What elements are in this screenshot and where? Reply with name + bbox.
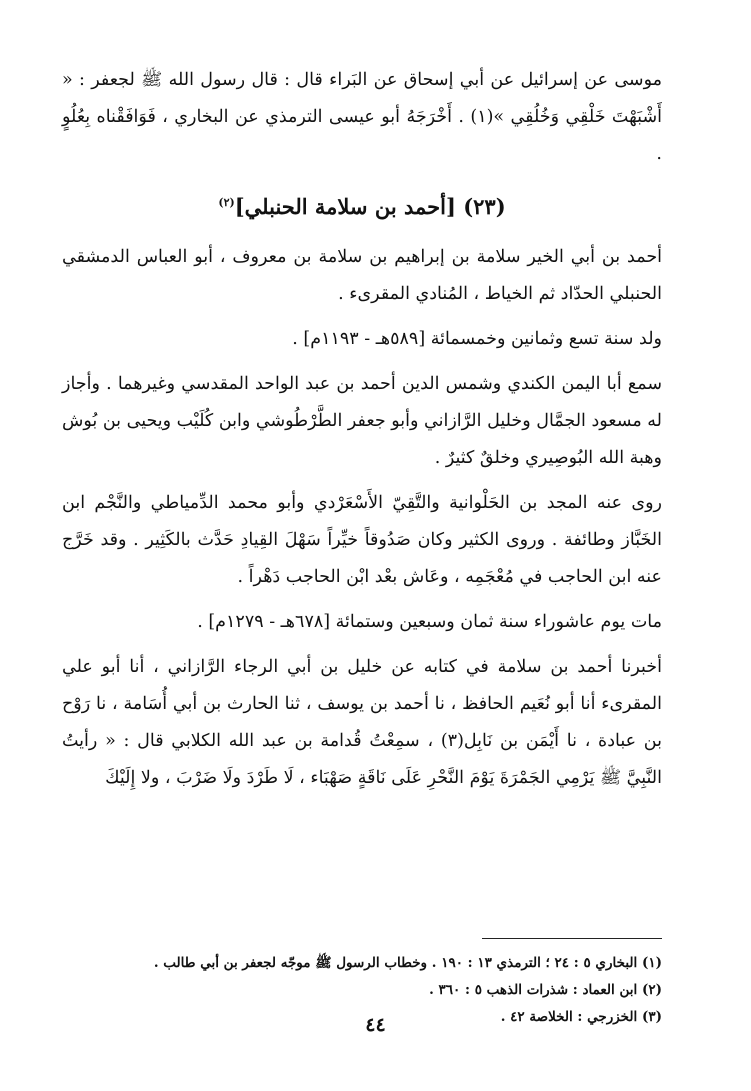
page-number: ٤٤ [365, 1014, 386, 1036]
entry-title: (٢٣) [أحمد بن سلامة الحنبلي] [234, 194, 506, 219]
bio-name-paragraph: أحمد بن أبي الخير سلامة بن إبراهيم بن سلامة بن معروف ، أبو العباس الدمشقي الحنبلي الحدّاد ثم الخياط ، المُنادي المقرىء . [62, 247, 662, 304]
teachers-paragraph: سمع أبا اليمن الكندي وشمس الدين أحمد بن عبد الواحد المقدسي وغيرهما . وأجاز له مسعود الجمَّال وخليل الرَّازاني وأبو جعفر الطَّرْطُوشي وابن كُلَيْب ويحيى بن بُوش وهبة الله البُوصِيري وخلقٌ كثيرٌ . [62, 374, 662, 468]
footnote-3: (٣) الخزرجي : الخلاصة ٤٢ . [500, 1009, 662, 1025]
book-page [62, 62, 662, 1062]
continuation-paragraph: موسى عن إسرائيل عن أبي إسحاق عن البَراء قال : قال رسول الله ﷺ لجعفر : « أَشْبَهْتَ خَلْقِي وَخُلُقِي »(١) . أَخْرَجَهُ أبو عيسى الترمذي عن البخاري ، فَوَافَقْناه بِعُلُوٍ . [62, 70, 662, 164]
footnote-divider [482, 938, 662, 939]
hadith-paragraph: أخبرنا أحمد بن سلامة في كتابه عن خليل بن أبي الرجاء الرَّازاني ، أنا أبو علي المقرىء أنا أبو نُعَيم الحافظ ، نا أحمد بن يوسف ، ثنا الحارث بن أبي أُسَامة ، نا رَوْح بن عبادة ، نا أَيْمَن بن نَابِل(٣) ، سمِعْتُ قُدامة بن عبد الله الكلابي قال : « رأيتُ النَّبِيَّ ﷺ يَرْمِي الجَمْرَةَ يَوْمَ النَّحْرِ عَلَى نَاقَةٍ صَهْبَاء ، لَا طَرْدَ ولَا ضَرْبَ ، ولا إِلَيْكَ [62, 657, 662, 788]
entry-title-footnote-ref: (٢) [218, 196, 235, 209]
footnote-2: (٢) ابن العماد : شذرات الذهب ٥ : ٣٦٠ . [429, 982, 662, 998]
footnote-1: (١) البخاري ٥ : ٢٤ ؛ الترمذي ١٣ : ١٩٠ . وخطاب الرسول ﷺ موجّه لجعفر بن أبي طالب . [153, 955, 662, 971]
entry-title-block [62, 187, 662, 227]
students-paragraph: روى عنه المجد بن الحَلْوانية والتَّقِيّ الأَسْعَرْدي وأبو محمد الدِّمياطي والنَّجْم ابن الخَبَّاز وطائفة . وروى الكثير وكان صَدُوقاً خيِّراً سَهْلَ القِيادِ حَدَّث بالكَثِير . وقد خَرَّج عنه ابن الحاجب في مُعْجَمِه ، وعَاش بعْد ابْن الحاجب دَهْراً . [62, 493, 662, 587]
birth-paragraph: ولد سنة تسع وثمانين وخمسمائة [٥٨٩هـ - ١١٩٣م] . [292, 329, 662, 349]
death-paragraph: مات يوم عاشوراء سنة ثمان وسبعين وستمائة [٦٧٨هـ - ١٢٧٩م] . [197, 612, 662, 632]
